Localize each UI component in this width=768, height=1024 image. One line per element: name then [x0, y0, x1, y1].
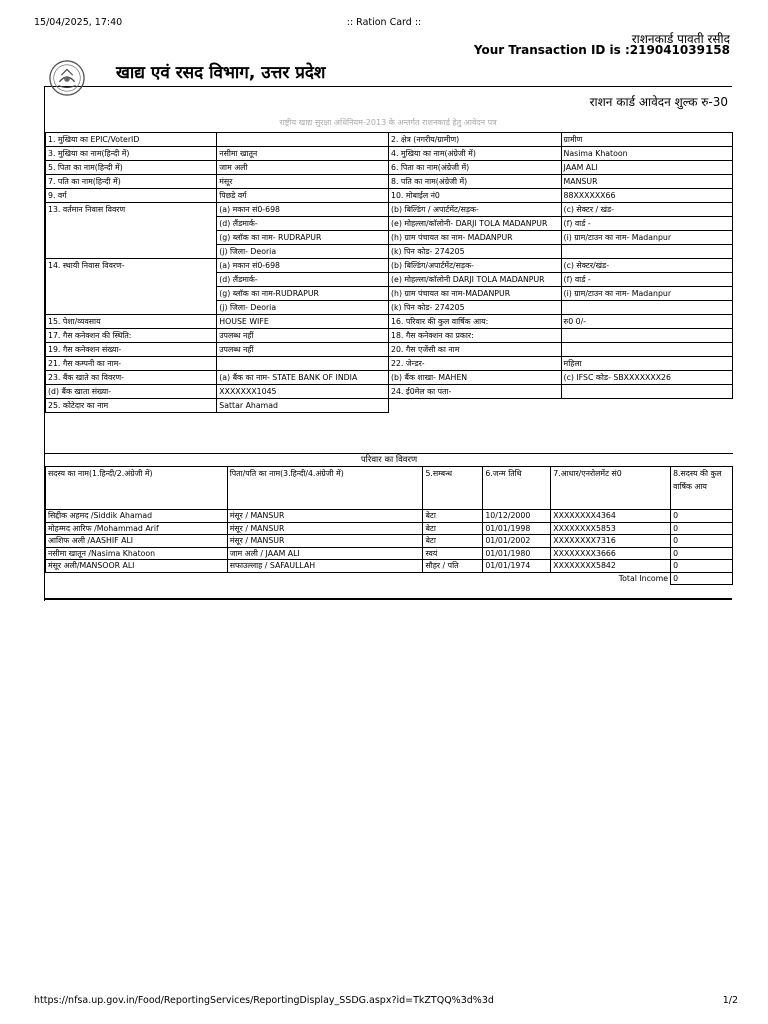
- members-table: [45, 466, 733, 585]
- table-row: 21. गैस कम्पनी का नाम- 22. जेन्डर- महिला: [46, 357, 733, 371]
- table-row: 15. पेशा/व्यवसाय HOUSE WIFE 16. परिवार की कुल वार्षिक आय: रु0 0/-: [46, 315, 733, 329]
- top-rule: [44, 86, 732, 87]
- current-address-row: (g) ब्लॉक का नाम- RUDRAPUR (h) ग्राम पंचायत का नाम- MADANPUR (i) ग्राम/टाउन का नाम- Madanpur: [46, 231, 733, 245]
- print-datetime: 15/04/2025, 17:40: [34, 17, 123, 28]
- total-income-row: [46, 572, 733, 585]
- applicant-table: [45, 132, 733, 413]
- table-row: 5. पिता का नाम(हिन्दी में) जाम अली 6. पिता का नाम(अंग्रेजी में) JAAM ALI: [46, 161, 733, 175]
- current-address-row: (j) जिला- Deoria (k) पिन कोड- 274205: [46, 245, 733, 259]
- table-row: सिद्दीक अहमद /Siddik Ahamad मंसूर / MANSUR बेटा 10/12/2000 XXXXXXXX4364 0: [46, 510, 733, 523]
- table-row: मंसूर अली/MANSOOR ALI सफाउल्लाह / SAFAULLAH सौहर / पति 01/01/1974 XXXXXXXX5842 0: [46, 560, 733, 573]
- current-address-row: 13. वर्तमान निवास विवरण (a) मकान सं0-698 (b) बिल्डिंग / अपार्टमेंट/सड़क- (c) सेक्टर / खंड-: [46, 203, 733, 217]
- table-row: 17. गैस कनेक्शन की स्थिति: उपलब्ध नहीं 18. गैस कनेक्शन का प्रकार:: [46, 329, 733, 343]
- permanent-address-row: (j) जिला- Deoria (k) पिन कोड- 274205: [46, 301, 733, 315]
- table-row: 19. गैस कनेक्शन संख्या- उपलब्ध नहीं 20. गैस एजेंसी का नाम: [46, 343, 733, 357]
- bottom-rule: [44, 598, 732, 600]
- transaction-id: Your Transaction ID is :219041039158: [473, 43, 730, 57]
- department-title: खाद्य एवं रसद विभाग, उत्तर प्रदेश: [116, 63, 326, 83]
- table-row: 9. वर्ग पिछडे वर्ग 10. मोबाईल नं0 88XXXXXX66: [46, 189, 733, 203]
- current-address-label: 13. वर्तमान निवास विवरण: [46, 203, 217, 259]
- permanent-address-row: 14. स्थायी निवास विवरण- (a) मकान सं0-698 (b) बिल्डिंग/अपार्टमेंट/सड़क- (c) सेक्टर/खंड-: [46, 259, 733, 273]
- total-income-label: Total Income: [46, 572, 671, 585]
- form-subtitle: राष्ट्रीय खाद्य सुरक्षा अधिनियम-2013 के अन्तर्गत राशनकार्ड हेतु आवेदन पत्र: [279, 118, 497, 127]
- fee-text: राशन कार्ड आवेदन शुल्क रु-30: [589, 95, 728, 109]
- members-section-title: परिवार का विवरण: [45, 453, 733, 467]
- table-row: मोहम्मद आरिफ /Mohammad Arif मंसूर / MANSUR बेटा 01/01/1998 XXXXXXXX5853 0: [46, 522, 733, 535]
- permanent-address-row: (g) ब्लॉक का नाम-RUDRAPUR (h) ग्राम पंचायत का नाम-MADANPUR (i) ग्राम/टाउन का नाम- Madanpur: [46, 287, 733, 301]
- page-number: 1/2: [722, 995, 738, 1006]
- up-emblem-icon: [48, 59, 86, 97]
- current-address-row: (d) लैंडमार्क- (e) मोहल्ला/कॉलोनी- DARJI TOLA MADANPUR (f) वार्ड -: [46, 217, 733, 231]
- table-row: (d) बैंक खाता संख्या- XXXXXXX1045 24. ई0मेल का पता-: [46, 385, 733, 399]
- total-income-value: 0: [671, 572, 733, 585]
- table-row: 25. कोटेदार का नाम Sattar Ahamad: [46, 399, 733, 413]
- table-row: 7. पति का नाम(हिन्दी में) मंसूर 8. पति का नाम(अंग्रेजी में) MANSUR: [46, 175, 733, 189]
- table-row: 1. मुखिया का EPIC/VoterID 2. क्षेत्र (नगरीय/ग्रामीण) ग्रामीण: [46, 133, 733, 147]
- permanent-address-label: 14. स्थायी निवास विवरण-: [46, 259, 217, 315]
- receipt-title: राशनकार्ड पावती रसीद: [631, 32, 730, 46]
- table-row: 3. मुखिया का नाम(हिन्दी में) नसीमा खातून 4. मुखिया का नाम(अंग्रेजी में) Nasima Khatoon: [46, 147, 733, 161]
- permanent-address-row: (d) लैंडमार्क- (e) मोहल्ला/कॉलोनी DARJI TOLA MADANPUR (f) वार्ड -: [46, 273, 733, 287]
- table-row: आशिफ अली /AASHIF ALI मंसूर / MANSUR बेटा 01/01/2002 XXXXXXXX7316 0: [46, 535, 733, 548]
- table-row: नसीमा खातून /Nasima Khatoon जाम अली / JAAM ALI स्वयं 01/01/1980 XXXXXXXX3666 0: [46, 547, 733, 560]
- page-url: https://nfsa.up.gov.in/Food/ReportingServices/ReportingDisplay_SSDG.aspx?id=TkZTQQ%3d%3d: [34, 995, 494, 1006]
- members-header-row: सदस्य का नाम(1.हिन्दी/2.अंग्रेजी में) पिता/पति का नाम(3.हिन्दी/4.अंग्रेजी में) 5.सम्बन्ध 6.जन्म तिथि 7.आधार/एनरोलमेंट सं0 8.सदस्य की कुल वार्षिक आय: [46, 467, 733, 510]
- table-row: 23. बैंक खाते का विवरण- (a) बैंक का नाम- STATE BANK OF INDIA (b) बैंक शाखा- MAHEN (c) IFSC कोड- SBXXXXXXX26: [46, 371, 733, 385]
- print-title: :: Ration Card ::: [346, 17, 422, 28]
